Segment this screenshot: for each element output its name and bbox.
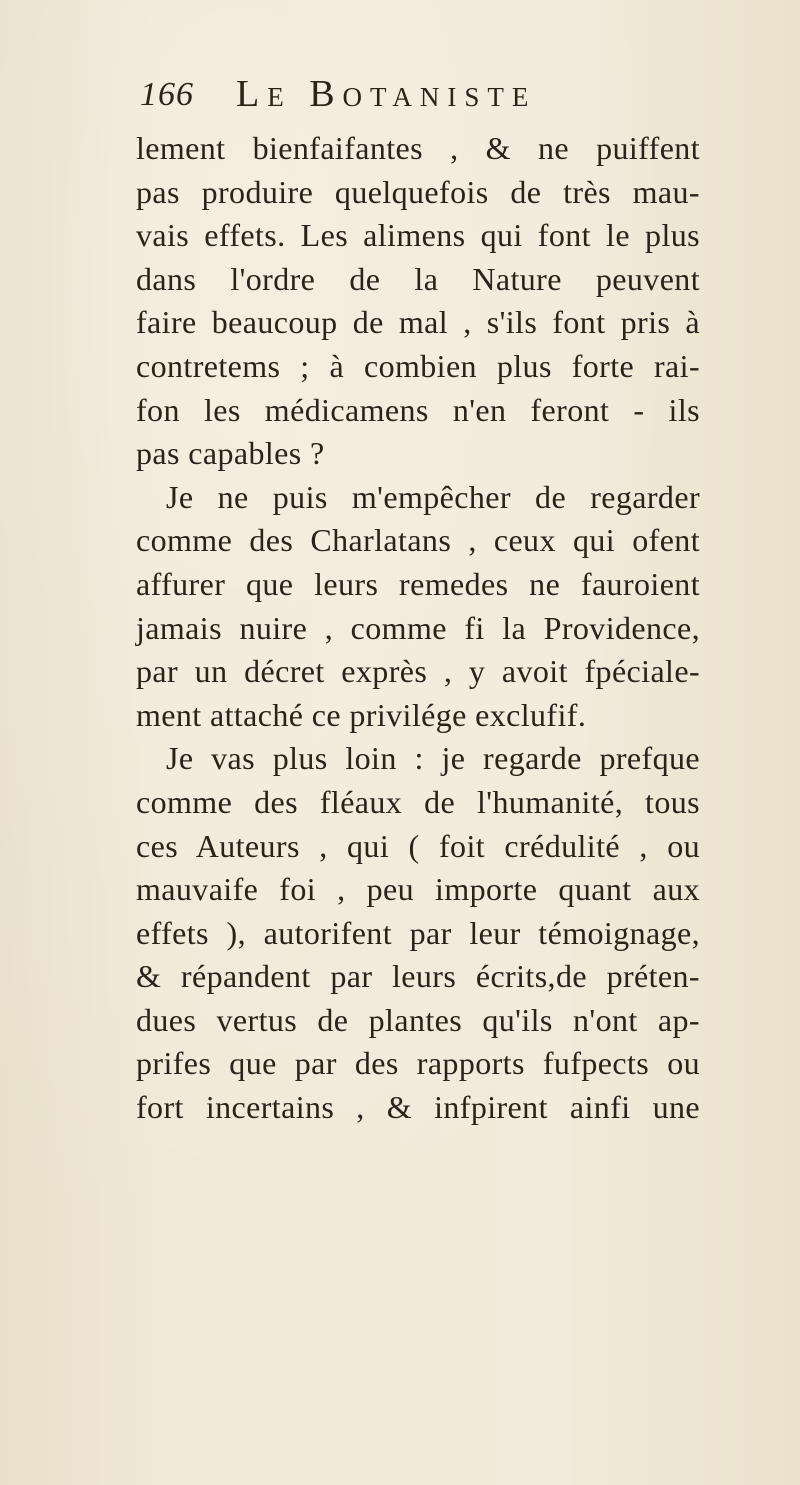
text-line: mauvaife foi , peu importe quant aux — [136, 871, 700, 908]
text-line: Je vas plus loin : je regarde prefque — [166, 740, 700, 777]
text-line: fon les médicamens n'en feront - ils — [136, 391, 700, 428]
text-line: contretems ; à combien plus forte rai- — [136, 347, 700, 384]
body-text — [136, 127, 700, 1130]
text-line: faire beaucoup de mal , s'ils font pris à — [136, 304, 700, 341]
text-line: pas produire quelquefois de très mau- — [136, 173, 700, 210]
text-line: ces Auteurs , qui ( foit crédulité , ou — [136, 827, 700, 864]
text-line: fort incertains , & infpirent ainfi une — [136, 1089, 700, 1126]
text-line: comme des Charlatans , ceux qui ofent — [136, 522, 700, 559]
text-line: pas capables ? — [136, 435, 325, 472]
text-line: ment attaché ce privilége exclufif. — [136, 696, 587, 733]
text-line: vais effets. Les alimens qui font le plus — [136, 217, 700, 254]
text-line: comme des fléaux de l'humanité, tous — [136, 783, 700, 820]
page-header — [140, 72, 660, 122]
text-line: Je ne puis m'empêcher de regarder — [166, 478, 700, 515]
text-line: effets ), autorifent par leur témoignage, — [136, 914, 700, 951]
text-line: dans l'ordre de la Nature peuvent — [136, 260, 700, 297]
text-line: lement bienfaifantes , & ne puiffent — [136, 130, 700, 166]
text-line: & répandent par leurs écrits,de préten- — [136, 958, 700, 995]
text-line: dues vertus de plantes qu'ils n'ont ap- — [136, 1001, 700, 1038]
text-line: jamais nuire , comme fi la Providence, — [136, 609, 700, 646]
text-line: par un décret exprès , y avoit fpéciale- — [136, 653, 700, 690]
text-line: affurer que leurs remedes ne fauroient — [136, 565, 700, 602]
text-line: prifes que par des rapports fufpects ou — [136, 1045, 700, 1082]
running-title: Le Botaniste — [236, 73, 537, 115]
page-number: 166 — [140, 76, 194, 113]
